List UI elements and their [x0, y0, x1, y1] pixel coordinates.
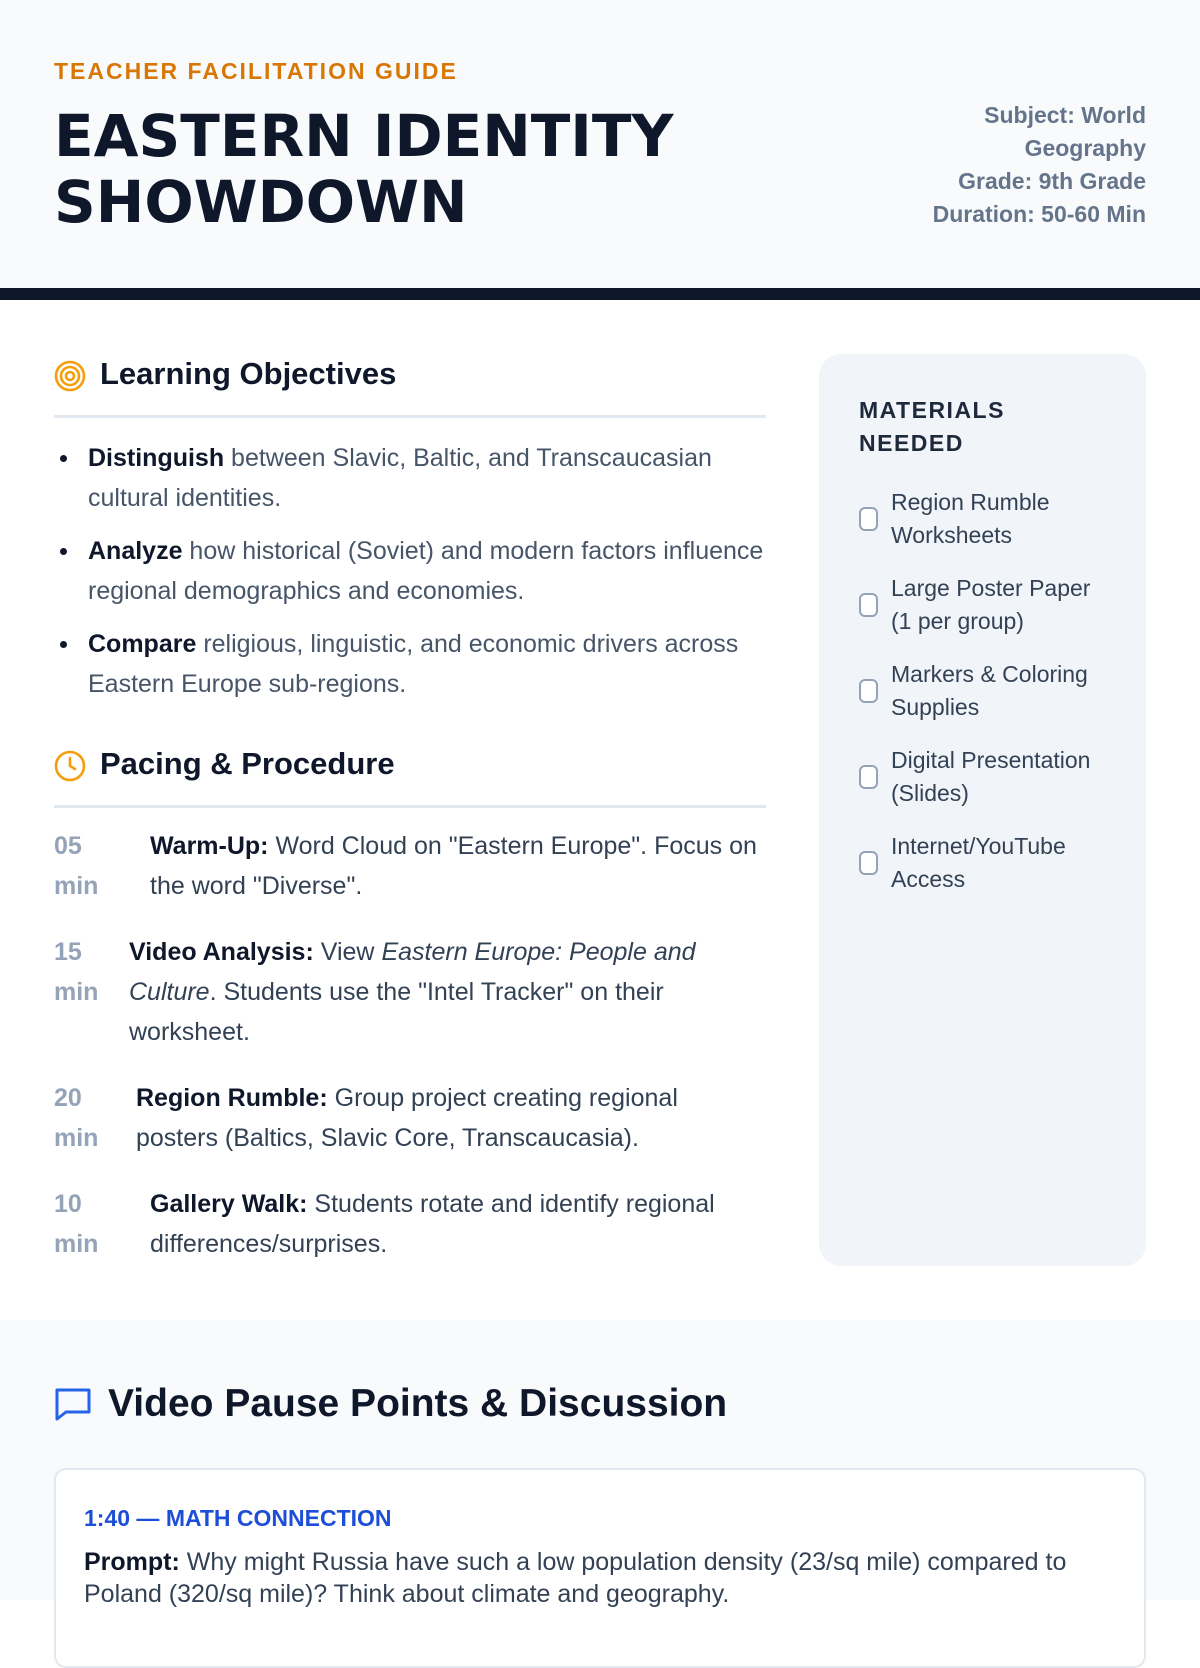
objectives-heading-label: Learning Objectives [100, 356, 397, 391]
objective-text: religious, linguistic, and economic drivers across Eastern Europe sub-regions. [88, 630, 739, 698]
pacing-description [110, 1078, 766, 1158]
materials-item [859, 486, 1106, 552]
pacing-description [110, 932, 766, 1052]
objectives-list [54, 438, 766, 717]
pacing-step-text: Word Cloud on "Eastern Europe". Focus on the word "Diverse". [150, 832, 757, 900]
pause-point-tag: 1:40 — MATH CONNECTION [84, 1505, 392, 1531]
video-title: Eastern Europe: People and Culture [129, 938, 696, 1006]
discussion-section [0, 1320, 1200, 1608]
material-label: Markers & Coloring Supplies [891, 661, 1088, 720]
objective-text: between Slavic, Baltic, and Transcaucasian cultural identities. [88, 444, 712, 512]
material-checkbox[interactable] [859, 593, 878, 617]
material-label: Large Poster Paper (1 per group) [891, 575, 1091, 634]
materials-item [859, 744, 1106, 810]
material-label: Internet/YouTube Access [891, 833, 1066, 892]
objective-verb: Distinguish [88, 444, 225, 472]
pause-point-prompt [84, 1546, 1116, 1610]
material-checkbox[interactable] [859, 679, 878, 703]
pacing-list [54, 826, 766, 1290]
pacing-time: 10 min [54, 1190, 99, 1258]
pacing-row [54, 932, 766, 1052]
meta-grade: Grade: 9th Grade [958, 168, 1146, 194]
materials-list [859, 486, 1106, 896]
pacing-step-title: Warm-Up: [150, 832, 269, 860]
pacing-time: 20 min [54, 1084, 99, 1152]
list-item [54, 531, 766, 611]
guide-eyebrow: TEACHER FACILITATION GUIDE [54, 58, 458, 84]
material-checkbox[interactable] [859, 851, 878, 875]
list-item [54, 438, 766, 518]
objectives-heading [54, 354, 766, 418]
objective-text: how historical (Soviet) and modern factors influence regional demographics and economies. [88, 537, 764, 605]
chat-bubble-icon [54, 1386, 92, 1422]
prompt-text: Why might Russia have such a low population density (23/sq mile) compared to Poland (320/sq mile)? Think about climate and geography. [84, 1548, 1067, 1608]
meta-subject: Subject: World Geography [984, 102, 1146, 161]
pacing-step-text: Students rotate and identify regional differences/surprises. [150, 1190, 715, 1258]
pacing-step-pre: View [313, 938, 382, 966]
discussion-heading-label: Video Pause Points & Discussion [108, 1382, 728, 1425]
objective-verb: Analyze [88, 537, 183, 565]
target-icon [54, 360, 86, 392]
pacing-row [54, 1184, 766, 1264]
prompt-label: Prompt: [84, 1548, 180, 1576]
materials-item [859, 572, 1106, 638]
pause-point-card [54, 1468, 1146, 1668]
pacing-step-title: Gallery Walk: [150, 1190, 308, 1218]
pacing-time: 15 min [54, 938, 99, 1006]
clock-icon [54, 750, 86, 782]
materials-item [859, 658, 1106, 724]
lesson-meta [886, 99, 1146, 231]
pacing-heading [54, 744, 766, 808]
materials-panel [819, 354, 1146, 1266]
material-label: Digital Presentation (Slides) [891, 747, 1091, 806]
list-item [54, 624, 766, 704]
pacing-description [110, 826, 766, 906]
material-label: Region Rumble Worksheets [891, 489, 1050, 548]
material-checkbox[interactable] [859, 765, 878, 789]
materials-title: MATERIALS NEEDED [859, 397, 1005, 456]
materials-item [859, 830, 1106, 896]
objective-verb: Compare [88, 630, 197, 658]
pacing-time: 05 min [54, 832, 99, 900]
pacing-step-text: Group project creating regional posters (Baltics, Slavic Core, Transcaucasia). [136, 1084, 678, 1152]
pacing-step-title: Video Analysis: [129, 938, 314, 966]
page-title: EASTERN IDENTITY SHOWDOWN [54, 102, 674, 236]
meta-duration: Duration: 50-60 Min [932, 201, 1146, 227]
pacing-heading-label: Pacing & Procedure [100, 746, 395, 781]
page-header [0, 0, 1200, 288]
pacing-step-title: Region Rumble: [136, 1084, 328, 1112]
pacing-row [54, 826, 766, 906]
material-checkbox[interactable] [859, 507, 878, 531]
pacing-description [110, 1184, 766, 1264]
pacing-row [54, 1078, 766, 1158]
pacing-step-text: . Students use the "Intel Tracker" on their worksheet. [129, 978, 664, 1046]
header-divider [0, 288, 1200, 300]
